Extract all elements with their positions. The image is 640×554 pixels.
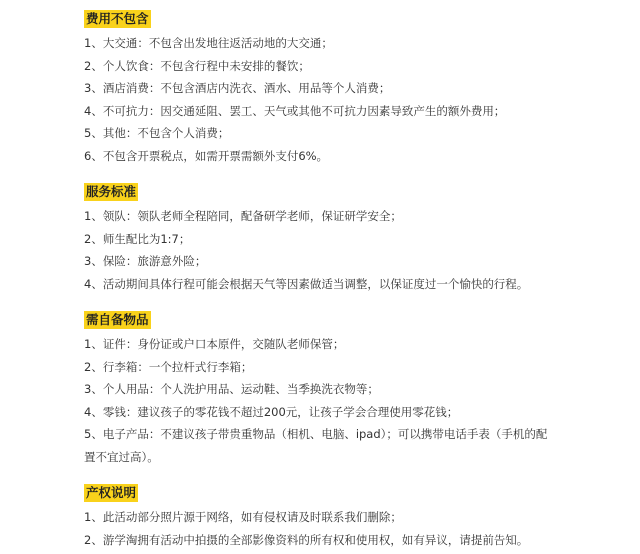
list-item: 2、游学淘拥有活动中拍摄的全部影像资料的所有权和使用权，如有异议，请提前告知。	[84, 532, 529, 547]
section-service-standard	[84, 181, 640, 295]
section-heading: 产权说明	[86, 485, 137, 500]
section-heading: 需自备物品	[86, 312, 149, 327]
fees-excluded-list	[84, 32, 640, 167]
list-item: 4、零钱：建议孩子的零花钱不超过200元，让孩子学会合理使用零花钱；	[84, 404, 459, 419]
section-copyright	[84, 482, 640, 551]
list-item: 1、领队：领队老师全程陪同，配备研学老师，保证研学安全；	[84, 209, 402, 223]
section-fees-excluded	[84, 8, 640, 167]
list-item: 5、其他：不包含个人消费；	[84, 126, 230, 140]
list-item: 3、酒店消费：不包含酒店内洗衣、酒水、用品等个人消费；	[84, 81, 391, 95]
list-item: 2、师生配比为1:7；	[84, 231, 191, 246]
list-item: 3、保险：旅游意外险；	[84, 254, 207, 268]
list-item: 2、行李箱：一个拉杆式行李箱；	[84, 359, 253, 374]
list-item: 1、大交通：不包含出发地往返活动地的大交通；	[84, 36, 333, 50]
section-heading: 费用不包含	[86, 11, 149, 26]
list-item: 3、个人用品：个人洗护用品、运动鞋、当季换洗衣物等；	[84, 382, 379, 396]
items-to-bring-list	[84, 333, 640, 468]
copyright-list	[84, 506, 640, 551]
list-item: 2、个人饮食：不包含行程中未安排的餐饮；	[84, 58, 310, 73]
list-item: 4、活动期间具体行程可能会根据天气等因素做适当调整，以保证度过一个愉快的行程。	[84, 276, 529, 291]
service-standard-list	[84, 205, 640, 295]
section-items-to-bring	[84, 309, 640, 468]
section-heading: 服务标准	[86, 184, 137, 199]
list-item: 1、此活动部分照片源于网络，如有侵权请及时联系我们删除；	[84, 510, 402, 524]
list-item: 6、不包含开票税点，如需开票需额外支付6%。	[84, 148, 329, 163]
list-item: 5、电子产品：不建议孩子带贵重物品（相机、电脑、ipad）；可以携带电话手表（手机的配置不宜过高）。	[84, 427, 548, 464]
list-item: 4、不可抗力：因交通延阻、罢工、天气或其他不可抗力因素导致产生的额外费用；	[84, 103, 506, 118]
list-item: 1、证件：身份证或户口本原件，交随队老师保管；	[84, 337, 345, 351]
